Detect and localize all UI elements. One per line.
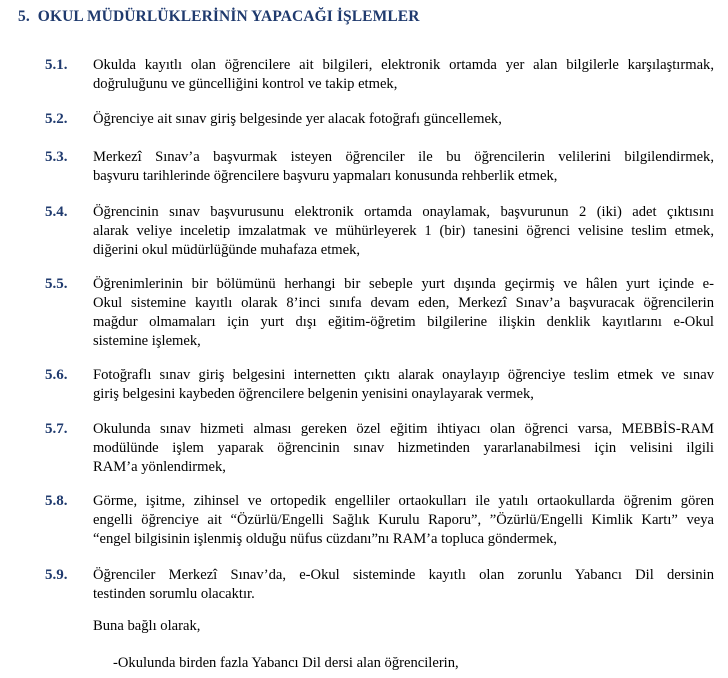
item-line: testinden sorumlu olacaktır. — [93, 586, 255, 602]
item-text — [93, 110, 714, 129]
item-number: 5.1. — [45, 57, 68, 73]
item-line: modülünde işlem yaparak öğrencinin sınav hizmetinden yararlanabilmesi için velisini ilgili — [93, 440, 714, 456]
item-line: Okulda kayıtlı olan öğrencilere ait bilgileri, elektronik ortamda yer alan bilgilerle karşılaştırmak, — [93, 57, 714, 73]
note-text: Buna bağlı olarak, — [93, 618, 201, 634]
item-number: 5.5. — [45, 276, 68, 292]
item-text — [93, 203, 714, 260]
item-number: 5.7. — [45, 421, 68, 437]
item-line: RAM’a yönlendirmek, — [93, 459, 226, 475]
item-number: 5.3. — [45, 149, 68, 165]
item-line: mağdur olmamaları için yurt dışı eğitim-öğretim bilgilerine ilişkin denklik kayıtlarını e-Okul — [93, 314, 714, 330]
section-number: 5. — [18, 8, 30, 25]
item-line: Okulunda sınav hizmeti alması gereken özel eğitim ihtiyacı olan öğrenci varsa, MEBBİS-RAM — [93, 421, 714, 437]
section-heading — [18, 8, 420, 26]
item-line: “engel bilgisinin işlenmiş olduğu nüfus cüzdanı”nı RAM’a topluca göndermek, — [93, 531, 558, 547]
item-line: diğerini okul müdürlüğünde muhafaza etmek, — [93, 242, 361, 258]
item-text — [93, 56, 714, 94]
section-title: OKUL MÜDÜRLÜKLERİNİN YAPACAĞI İŞLEMLER — [37, 8, 420, 25]
item-line: giriş belgesini kaybeden öğrencilere belgenin yenisini onaylayarak vermek, — [93, 386, 534, 402]
item-text — [93, 275, 714, 351]
item-line: sistemine işlemek, — [93, 333, 201, 349]
item-line: Görme, işitme, zihinsel ve ortopedik engelliler ortaokulları ile yatılı ortaokullarda öğrenim gören — [93, 493, 714, 509]
item-number: 5.9. — [45, 567, 68, 583]
item-text — [93, 148, 714, 186]
item-line: Öğrenciye ait sınav giriş belgesinde yer alacak fotoğrafı güncellemek, — [93, 111, 502, 127]
item-line: alarak veliye inceletip imzalatmak ve mühürleyerek 1 (bir) tanesini öğrenci velisine teslim etmek, — [93, 223, 714, 239]
item-line: Öğrencinin sınav başvurusunu elektronik ortamda onaylamak, başvurunun 2 (iki) adet çıktısını — [93, 204, 714, 220]
item-text — [93, 566, 714, 604]
item-line: Merkezî Sınav’a başvurmak isteyen öğrenciler ile bu öğrencilerin velilerini bilgilendirmek, — [93, 149, 714, 165]
item-text — [93, 366, 714, 404]
item-line: engelli öğrenciye ait “Özürlü/Engelli Sağlık Kurulu Raporu”, ”Özürlü/Engelli Kimlik Kartı” veya — [93, 512, 714, 528]
item-line: Öğrenimlerinin bir bölümünü herhangi bir sebeple yurt dışında geçirmiş ve hâlen yurt içinde e- — [93, 276, 714, 292]
item-number: 5.4. — [45, 204, 68, 220]
item-line: Fotoğraflı sınav giriş belgesini internetten çıktı alarak onaylayıp öğrenciye teslim etmek ve sınav — [93, 367, 714, 383]
item-text — [93, 492, 714, 549]
item-number: 5.6. — [45, 367, 68, 383]
item-line: Öğrenciler Merkezî Sınav’da, e-Okul sisteminde kayıtlı olan zorunlu Yabancı Dil dersinin — [93, 567, 714, 583]
item-number: 5.2. — [45, 111, 68, 127]
item-text — [93, 420, 714, 477]
item-number: 5.8. — [45, 493, 68, 509]
bullet-text: -Okulunda birden fazla Yabancı Dil dersi alan öğrencilerin, — [113, 655, 459, 671]
item-line: doğruluğunu ve güncelliğini kontrol ve takip etmek, — [93, 76, 398, 92]
item-line: başvuru tarihlerinde öğrencilere başvuru yapmaları konusunda rehberlik etmek, — [93, 168, 558, 184]
item-line: Okul sistemine kayıtlı olarak 8’inci sınıfa devam eden, Merkezî Sınav’a başvuracak öğrencilerin — [93, 295, 714, 311]
